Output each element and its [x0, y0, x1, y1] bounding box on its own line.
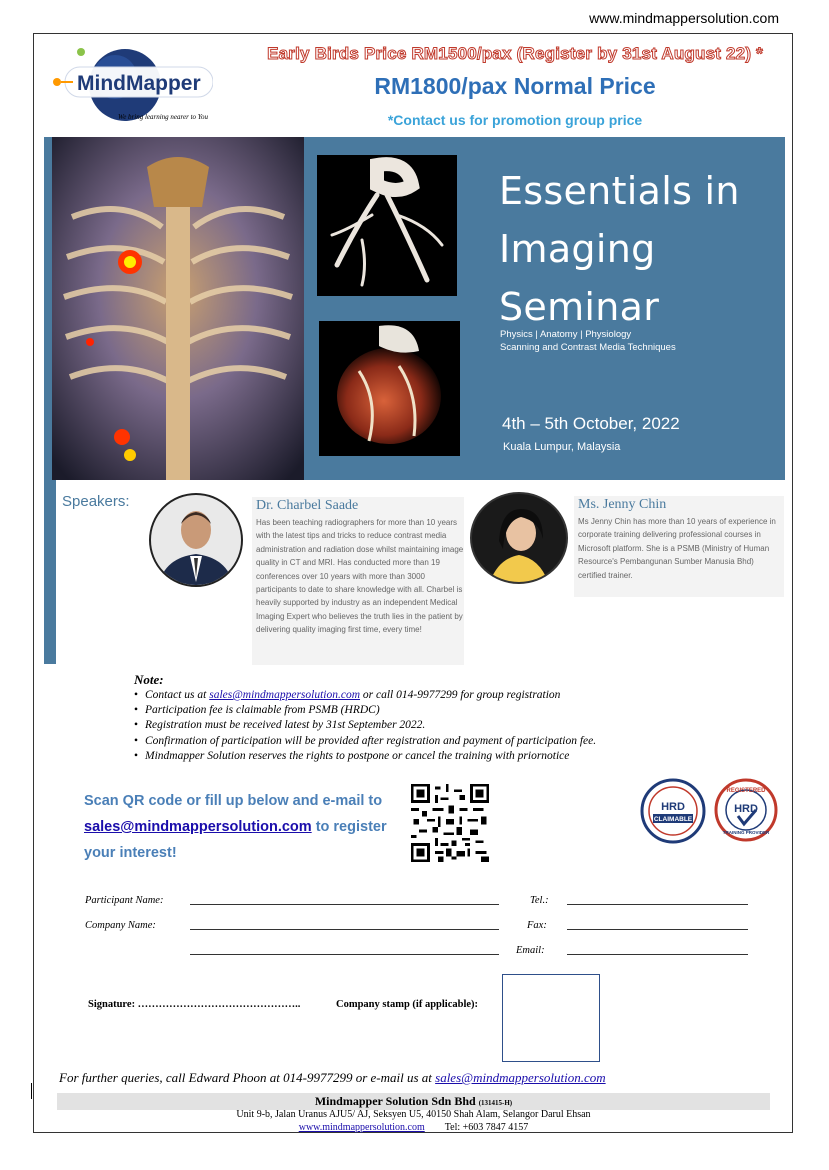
further-queries — [59, 1070, 606, 1086]
register-line-1: Scan QR code or fill up below and e-mail to — [84, 793, 383, 809]
title-line-2: Imaging — [499, 227, 656, 271]
coronary-artery-image — [317, 155, 457, 296]
fax-field[interactable] — [567, 929, 748, 930]
speaker-photo-jenny — [469, 491, 570, 585]
note-title: Note: — [134, 672, 164, 687]
stamp-label: Company stamp (if applicable): — [336, 999, 479, 1010]
stamp-box[interactable] — [502, 974, 600, 1062]
company-name-label: Company Name: — [85, 920, 156, 931]
footer-tel: Tel: +603 7847 4157 — [444, 1122, 529, 1133]
promo-note: *Contact us for promotion group price — [387, 112, 643, 128]
seminar-date: 4th – 5th October, 2022 — [502, 414, 680, 433]
note-item-rights: • Mindmapper Solution reserves the rights to postpone or cancel the training with priornotice — [134, 749, 596, 764]
note-item-claimable: • Participation fee is claimable from PSMB (HRDC) — [134, 703, 596, 718]
further-email-link[interactable]: sales@mindmappersolution.com — [435, 1070, 606, 1085]
note-email-link[interactable]: sales@mindmappersolution.com — [209, 689, 361, 701]
title-line-3: Seminar — [499, 285, 660, 329]
register-instructions — [84, 788, 414, 866]
company-name-text: Mindmapper Solution Sdn Bhd — [314, 1094, 476, 1108]
speaker-photo-charbel — [148, 492, 244, 588]
company-name-field-2[interactable] — [190, 954, 499, 955]
tel-label: Tel.: — [530, 895, 549, 906]
hrd-claimable-badge — [640, 778, 706, 844]
footer-website-link[interactable]: www.mindmappersolution.com — [298, 1122, 425, 1133]
badge2-provider-text: TRAINING PROVIDER — [722, 830, 770, 835]
mindmapper-logo — [53, 47, 213, 122]
speakers-label: Speakers: — [62, 493, 130, 510]
title-line-1: Essentials in — [499, 169, 740, 213]
early-bird-price: Early Birds Price RM1500/pax (Register by 31st August 22) * — [267, 44, 763, 63]
email-label: Email: — [516, 945, 545, 956]
note-item-deadline: • Registration must be received latest by 31st September 2022. — [134, 718, 596, 733]
email-field[interactable] — [567, 954, 748, 955]
register-line-2-post: to register — [311, 819, 387, 835]
subtitle-line-2: Scanning and Contrast Media Techniques — [500, 342, 676, 353]
badge1-hrd-text: HRD — [661, 801, 685, 813]
note-contact-pre: Contact us at — [145, 689, 210, 701]
subtitle-line-1: Physics | Anatomy | Physiology — [500, 329, 632, 340]
signature-label: Signature: ……………………………………….. — [88, 999, 301, 1010]
participant-name-field[interactable] — [190, 904, 499, 905]
speaker-bio-jenny: Ms Jenny Chin has more than 10 years of experience in corporate training delivering professional courses in Microsoft platform. She is a PSMB (Ministry of Human Resource's Pembangunan Sumber Manusia Bhd) certified trainer. — [578, 517, 776, 580]
speaker-bio-charbel: Has been teaching radiographers for more than 10 years with the latest tips and tricks to reduce contrast media administration and radiation dose whilst maintaining image quality in CT and MRI. Has conducted more than 19 conferences over 10 years with more than 3000 participants to date to share knowledge with all. Charbel is heavily supported by industry as an independent Medical Imaging Expert who believes the truth lies in the patient by delivering quality imaging first time, every time! — [256, 518, 464, 635]
note-item-contact — [134, 688, 596, 703]
badge1-claimable-text: CLAIMABLE — [653, 816, 693, 823]
register-line-3: your interest! — [84, 845, 177, 861]
further-queries-text: For further queries, call Edward Phoon at 014-9977299 or e-mail us at — [59, 1070, 436, 1085]
company-name-field[interactable] — [190, 929, 499, 930]
footer-contact — [57, 1122, 770, 1133]
company-name — [57, 1094, 770, 1109]
tel-field[interactable] — [567, 904, 748, 905]
speaker-name-charbel: Dr. Charbel Saade — [256, 498, 359, 513]
logo-tagline: We bring learning nearer to You — [118, 113, 209, 121]
participant-name-label: Participant Name: — [85, 895, 164, 906]
seminar-location: Kuala Lumpur, Malaysia — [503, 441, 621, 453]
logo-text: MindMapper — [77, 72, 201, 95]
note-list — [134, 688, 596, 764]
fax-label: Fax: — [527, 920, 547, 931]
hrd-registered-badge — [714, 778, 778, 842]
seminar-title — [499, 162, 740, 336]
register-line-2 — [84, 814, 414, 840]
normal-price: RM1800/pax Normal Price — [374, 73, 656, 99]
register-email-link[interactable]: sales@mindmappersolution.com — [84, 819, 312, 835]
badge2-hrd-text: HRD — [734, 803, 758, 815]
badge2-registered-text: REGISTERED — [726, 788, 766, 794]
note-item-confirmation: • Confirmation of participation will be provided after registration and payment of participation fee. — [134, 734, 596, 749]
heart-3d-image — [319, 321, 460, 456]
seminar-subtitle — [500, 328, 676, 354]
qr-code[interactable] — [411, 784, 489, 862]
speaker-name-jenny: Ms. Jenny Chin — [578, 497, 667, 512]
top-url[interactable]: www.mindmappersolution.com — [589, 10, 779, 26]
chest-ct-image — [52, 137, 304, 480]
company-address: Unit 9-b, Jalan Uranus AJU5/ AJ, Seksyen U5, 40150 Shah Alam, Selangor Darul Ehsan — [236, 1109, 591, 1120]
company-reg: (131415-H) — [478, 1099, 513, 1107]
text-cursor — [31, 1083, 32, 1099]
note-contact-post: or call 014-9977299 for group registration — [360, 689, 561, 701]
